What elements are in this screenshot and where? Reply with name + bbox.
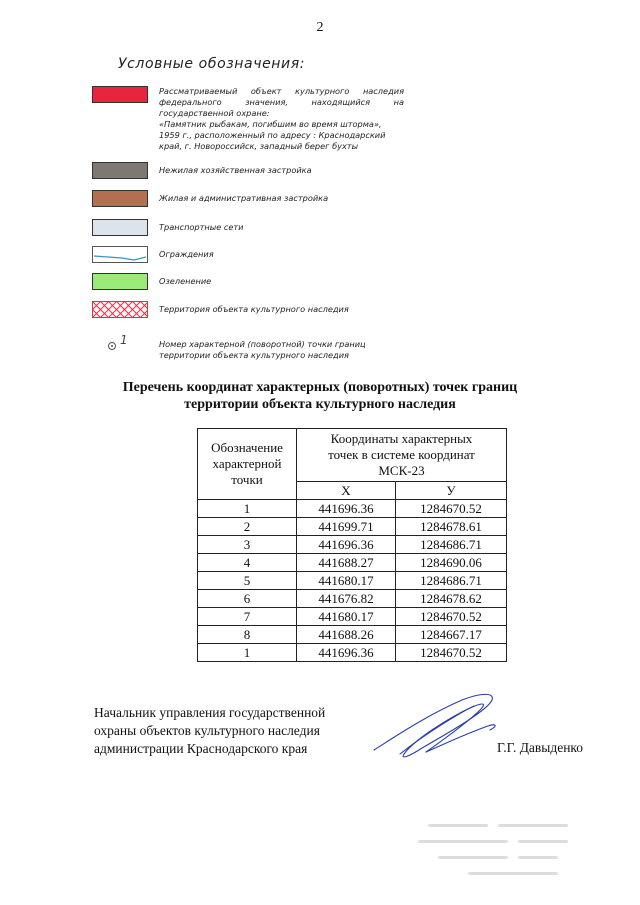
legend-text-transport: Транспортные сети — [159, 222, 244, 232]
signer-name: Г.Г. Давыденко — [497, 740, 584, 755]
table-row — [198, 536, 507, 554]
legend-text-residential: Жилая и административная застройка — [159, 193, 329, 203]
table-row — [198, 518, 507, 536]
cell-point-number: 6 — [198, 590, 297, 608]
cell-y: 1284670.52 — [396, 500, 507, 518]
header-designation — [198, 429, 297, 500]
fence-swatch — [92, 246, 148, 263]
legend-text-nonresidential: Нежилая хозяйственная застройка — [159, 165, 312, 175]
table-row — [198, 590, 507, 608]
cell-y: 1284686.71 — [396, 572, 507, 590]
table-row — [198, 608, 507, 626]
table-row — [198, 554, 507, 572]
transport-swatch — [92, 219, 148, 236]
signature-position — [94, 704, 325, 758]
cell-y: 1284667.17 — [396, 626, 507, 644]
fence-line-icon — [92, 246, 148, 263]
legend-line: территории объекта культурного наследия — [159, 350, 349, 360]
crosshatch-icon — [92, 301, 148, 318]
nonresidential-swatch — [92, 162, 148, 179]
table-row — [198, 500, 507, 518]
heritage-territory-swatch — [92, 301, 148, 318]
faint-stamp-mark — [408, 818, 588, 888]
legend-line: «Памятник рыбакам, погибшим во время шторма», — [159, 119, 382, 129]
cell-y: 1284678.62 — [396, 590, 507, 608]
page-number: 2 — [316, 20, 324, 35]
legend-line: Рассматриваемый объект культурного наследия — [159, 86, 404, 96]
legend-text-heritage-territory: Территория объекта культурного наследия — [159, 304, 349, 314]
cell-point-number: 2 — [198, 518, 297, 536]
handwritten-signature — [370, 688, 510, 768]
cell-point-number: 5 — [198, 572, 297, 590]
header-line: характерной — [212, 456, 282, 471]
greenery-swatch — [92, 273, 148, 290]
cell-x: 441696.36 — [297, 536, 396, 554]
legend-title: Условные обозначения: — [118, 56, 306, 72]
cell-point-number: 3 — [198, 536, 297, 554]
cell-x: 441680.17 — [297, 608, 396, 626]
position-line: Начальник управления государственной — [94, 705, 326, 720]
cell-x: 441699.71 — [297, 518, 396, 536]
header-line: Координаты характерных — [330, 431, 473, 446]
position-line: администрации Краснодарского края — [94, 741, 308, 756]
cell-x: 441680.17 — [297, 572, 396, 590]
table-row — [198, 644, 507, 662]
cell-y: 1284678.61 — [396, 518, 507, 536]
legend-line: Номер характерной (поворотной) точки границ — [159, 339, 366, 349]
header-line: точек в системе координат — [328, 447, 475, 462]
point-number-symbol: 1 — [120, 333, 128, 347]
header-line: МСК-23 — [378, 463, 425, 478]
heading-line-1: Перечень координат характерных (поворотных) точек границ — [122, 380, 518, 395]
legend-line: государственной охране: — [159, 108, 270, 118]
coordinates-table — [197, 428, 507, 662]
cell-y: 1284670.52 — [396, 608, 507, 626]
cell-point-number: 4 — [198, 554, 297, 572]
header-coordinates-group — [297, 429, 507, 482]
header-line: Обозначение — [211, 440, 283, 455]
table-row — [198, 626, 507, 644]
coordinates-heading — [100, 379, 540, 413]
circle-point-icon — [106, 340, 118, 352]
cell-point-number: 1 — [198, 500, 297, 518]
cell-y: 1284686.71 — [396, 536, 507, 554]
monument-swatch — [92, 86, 148, 103]
header-line: точки — [231, 472, 263, 487]
cell-point-number: 7 — [198, 608, 297, 626]
cell-point-number: 1 — [198, 644, 297, 662]
legend-text-fences: Ограждения — [159, 249, 214, 259]
legend-line: край, г. Новороссийск, западный берег бухты — [159, 141, 359, 151]
position-line: охраны объектов культурного наследия — [94, 723, 320, 738]
header-y: У — [396, 482, 507, 500]
legend-text-monument — [159, 86, 404, 152]
cell-point-number: 8 — [198, 626, 297, 644]
heading-line-2: территории объекта культурного наследия — [184, 397, 456, 412]
cell-x: 441688.27 — [297, 554, 396, 572]
cell-x: 441688.26 — [297, 626, 396, 644]
legend-text-point-number — [159, 339, 404, 361]
legend-line: федерального значения, находящийся на — [159, 97, 404, 107]
cell-x: 441696.36 — [297, 644, 396, 662]
point-marker-icon — [106, 334, 148, 352]
header-x: X — [297, 482, 396, 500]
cell-y: 1284670.52 — [396, 644, 507, 662]
table-row — [198, 572, 507, 590]
legend-text-greenery: Озеленение — [159, 276, 212, 286]
cell-y: 1284690.06 — [396, 554, 507, 572]
residential-swatch — [92, 190, 148, 207]
cell-x: 441676.82 — [297, 590, 396, 608]
legend-line: 1959 г., расположенный по адресу : Краснодарский — [159, 130, 386, 140]
cell-x: 441696.36 — [297, 500, 396, 518]
